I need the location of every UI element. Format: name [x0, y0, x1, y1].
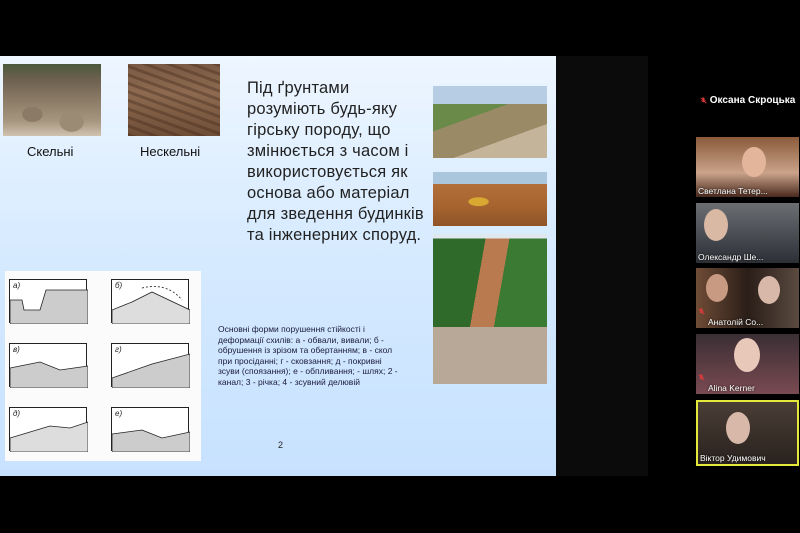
diagram-tag: г) — [115, 345, 122, 354]
participant-video — [742, 147, 766, 177]
host-name — [695, 95, 800, 106]
mic-off-icon — [698, 308, 705, 315]
participant-tile[interactable] — [696, 137, 799, 197]
diagram-a — [9, 279, 87, 323]
landslide-photo — [433, 234, 547, 384]
diagram-f — [111, 407, 189, 451]
participant-name: Анатолій Со... — [708, 317, 764, 327]
nonrocky-soil-photo — [128, 64, 220, 136]
hillside-houses-photo — [433, 86, 547, 158]
host-name-text: Оксана Скроцька — [709, 95, 796, 106]
shared-slide — [0, 56, 556, 476]
participants-panel — [689, 82, 800, 533]
diagram-tag: в) — [13, 345, 20, 354]
diagram-tag: а) — [13, 281, 21, 290]
slope-deformation-diagrams — [5, 271, 201, 461]
participant-name: Светлана Тетер... — [698, 186, 768, 196]
participant-video — [758, 276, 780, 304]
participant-name: Alina Kerner — [708, 383, 755, 393]
diagram-e — [9, 407, 87, 451]
excavator-photo — [433, 172, 547, 226]
rocky-soil-photo — [3, 64, 101, 136]
participant-name: Віктор Удимович — [700, 453, 766, 463]
participant-tile[interactable] — [696, 268, 799, 328]
participant-video — [734, 338, 760, 372]
diagram-d — [111, 343, 189, 387]
diagram-tag: д) — [13, 409, 21, 418]
participant-video — [706, 274, 728, 302]
participant-tile-active-speaker[interactable] — [696, 400, 799, 466]
mic-off-icon — [698, 374, 705, 381]
participant-video — [704, 209, 728, 241]
diagram-tag: е) — [115, 409, 123, 418]
slide-margin — [556, 56, 648, 476]
rocky-label: Скельні — [27, 144, 74, 159]
participant-tile[interactable] — [696, 203, 799, 263]
slide-page-number: 2 — [278, 440, 284, 450]
diagram-caption: Основні форми порушення стійкості і деформації схилів: а - обвали, вивали; б - обрушення із зрізом та обертанням; в - скол при просіданні; г - сковзання; д - покривні зсуви (споязання); е - обпливання; - шлях; 2 - канал; 3 - річка; 4 - зсувний делювій — [218, 324, 398, 387]
diagram-b — [111, 279, 189, 323]
nonrocky-label: Нескельні — [140, 144, 201, 159]
soil-definition-text: Під ґрунтами розуміють будь-яку гірську породу, що змінюється з часом і використовується як основа або матеріал для зведення будинків та інженерних споруд. — [247, 79, 424, 244]
diagram-tag: б) — [115, 281, 123, 290]
diagram-c — [9, 343, 87, 387]
participant-tile[interactable] — [696, 334, 799, 394]
mic-off-icon — [700, 97, 707, 104]
participant-name: Олександр Ше... — [698, 252, 764, 262]
participant-video — [726, 412, 750, 444]
